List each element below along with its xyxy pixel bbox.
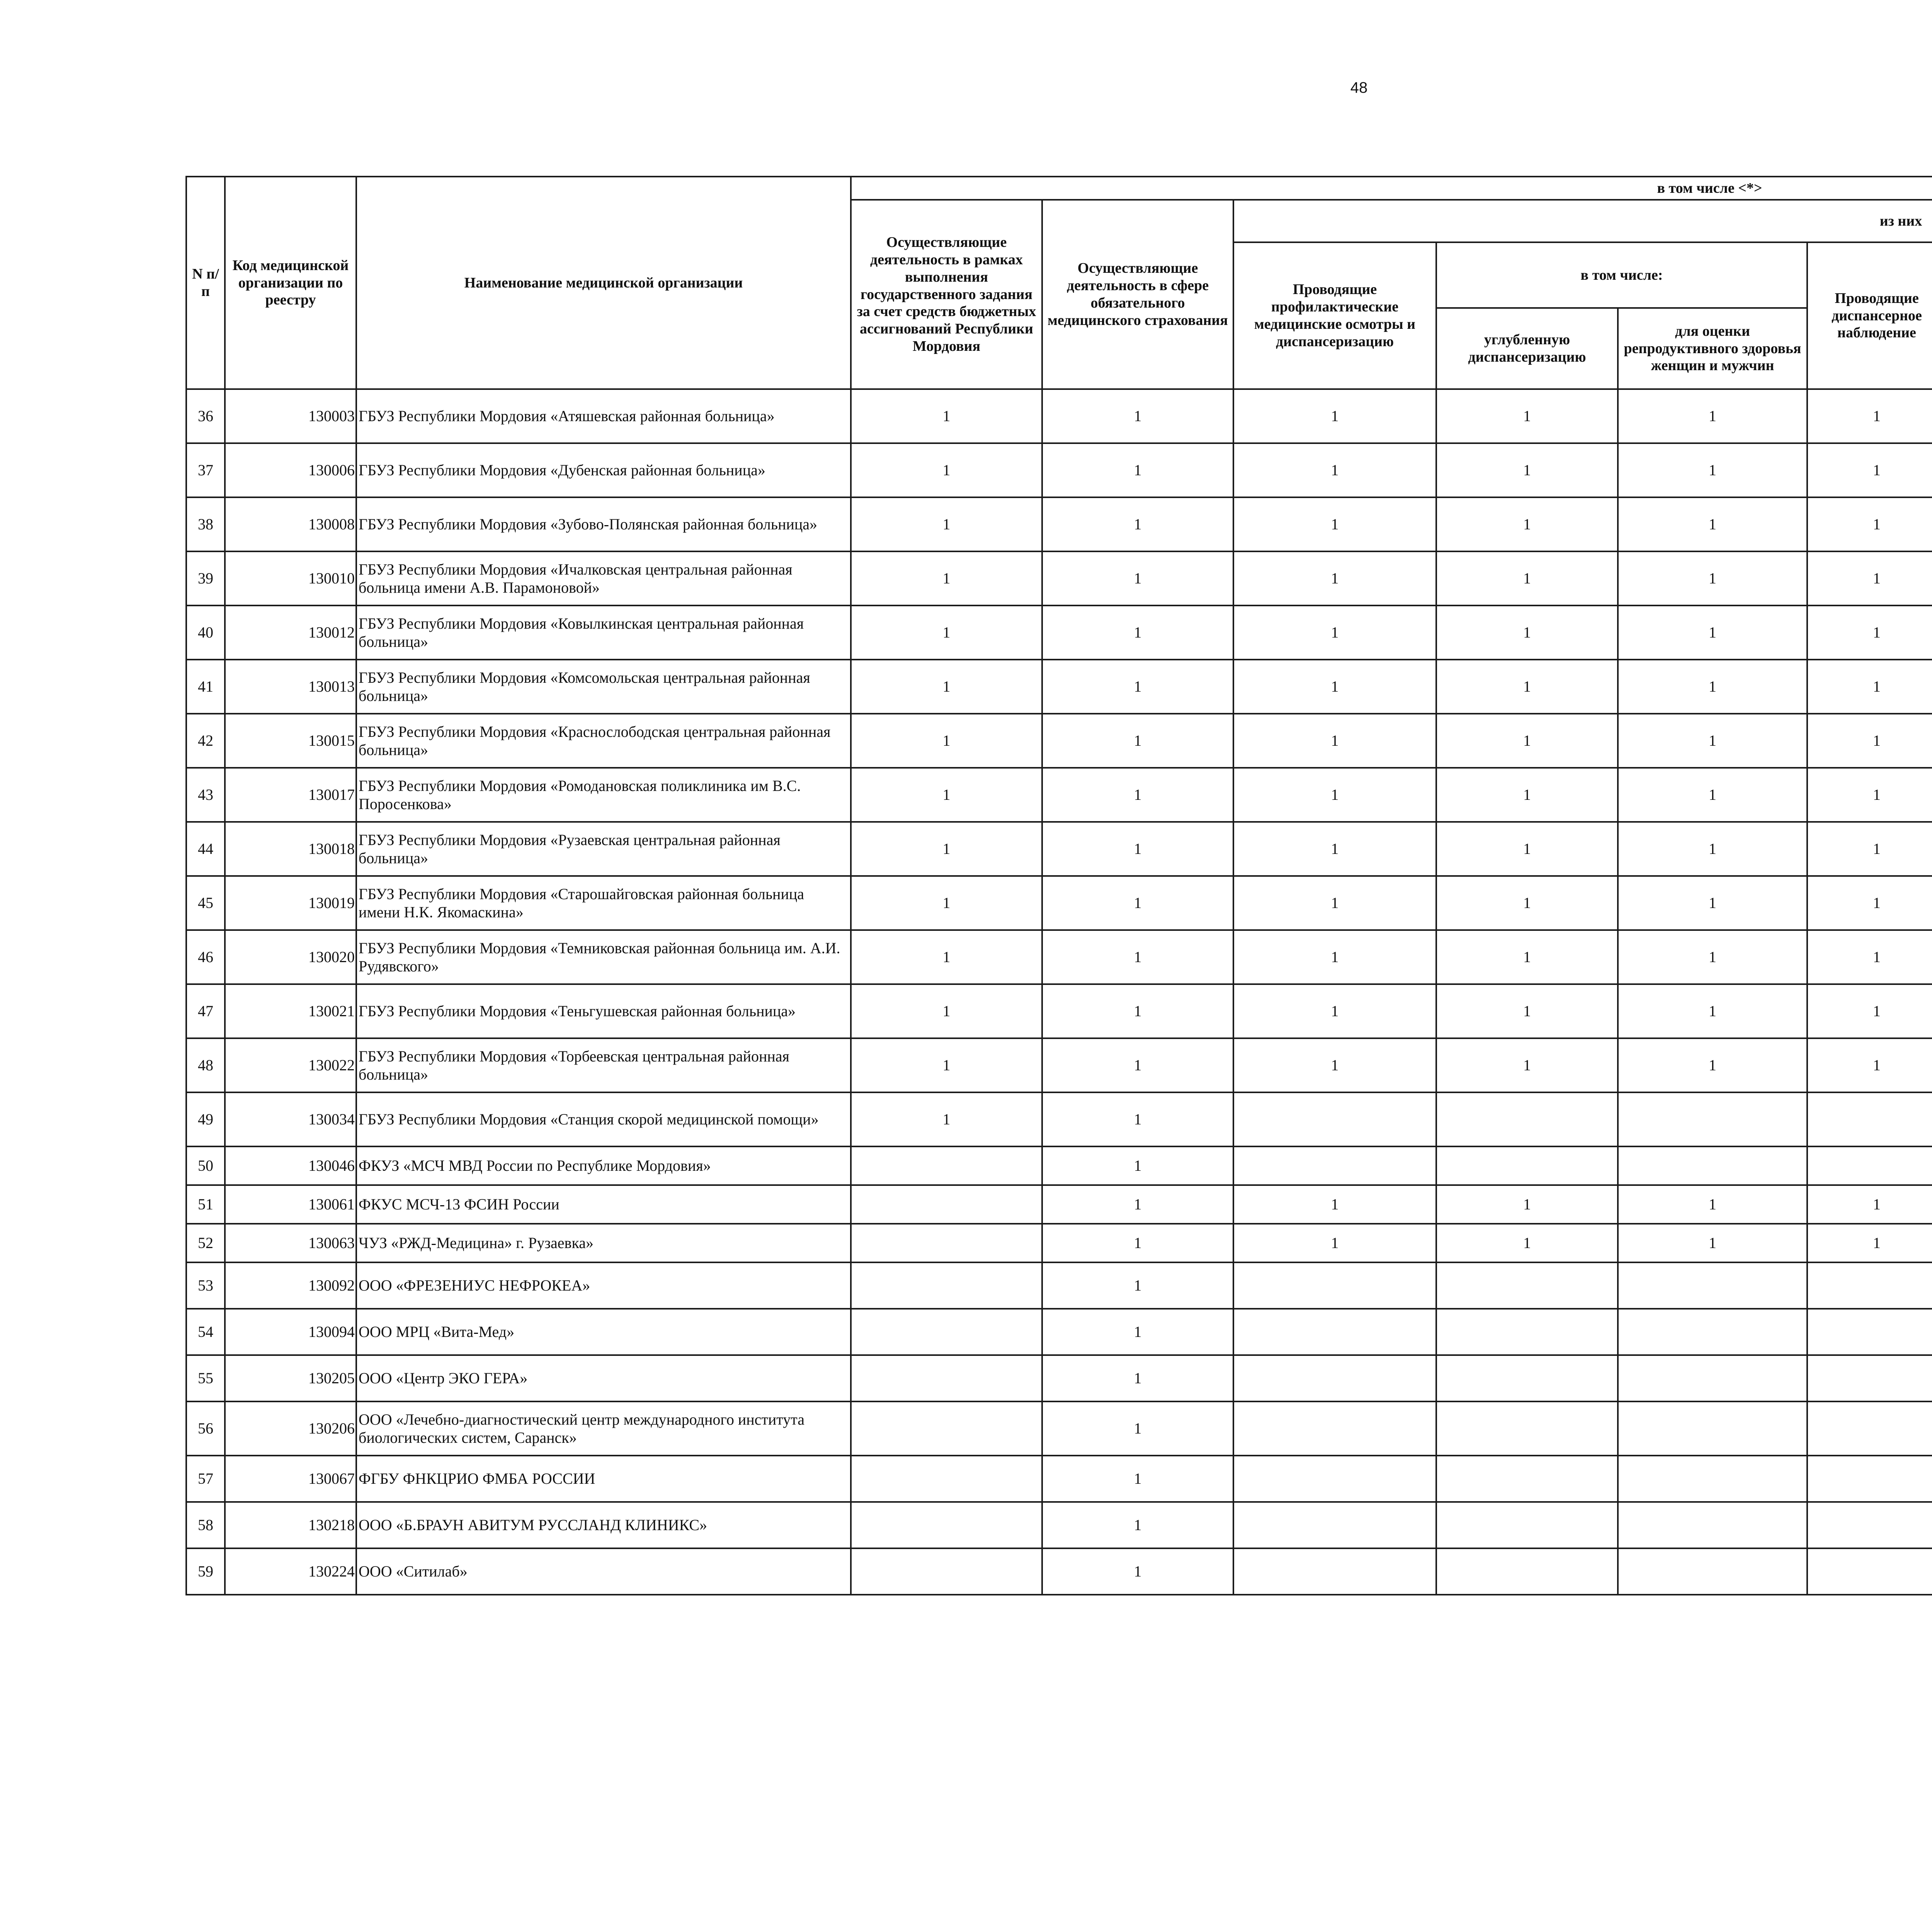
org-code: 130021: [225, 984, 356, 1038]
row-number: 40: [186, 605, 225, 660]
cell-value: 1: [1233, 605, 1436, 660]
table-row: [186, 1401, 1932, 1456]
cell-value: [1618, 1401, 1807, 1456]
org-code: 130017: [225, 768, 356, 822]
table-row: [186, 1092, 1932, 1146]
cell-value: [1807, 1401, 1932, 1456]
header-oms: Осуществляющие деятельность в сфере обязательного медицинского страхования: [1042, 200, 1233, 389]
cell-value: 1: [1618, 876, 1807, 930]
cell-value: [1807, 1502, 1932, 1548]
cell-value: [1233, 1092, 1436, 1146]
header-code: Код медицинской организации по реестру: [225, 177, 356, 389]
cell-value: [851, 1401, 1042, 1456]
cell-value: [1618, 1146, 1807, 1185]
cell-value: 1: [1042, 605, 1233, 660]
org-code: 130034: [225, 1092, 356, 1146]
org-name: ФКУС МСЧ-13 ФСИН России: [356, 1185, 851, 1224]
table-row: [186, 1548, 1932, 1595]
org-code: 130010: [225, 551, 356, 605]
org-name: ГБУЗ Республики Мордовия «Темниковская районная больница им. А.И. Рудявского»: [356, 930, 851, 984]
cell-value: 1: [851, 605, 1042, 660]
cell-value: [1436, 1456, 1618, 1502]
cell-value: 1: [1042, 930, 1233, 984]
org-code: 130003: [225, 389, 356, 443]
table-row: [186, 822, 1932, 876]
cell-value: 1: [1042, 1262, 1233, 1309]
header-of-them: из них: [1233, 200, 1932, 242]
cell-value: [1233, 1502, 1436, 1548]
org-code: 130061: [225, 1185, 356, 1224]
table-row: [186, 389, 1932, 443]
org-name: ГБУЗ Республики Мордовия «Ковылкинская центральная районная больница»: [356, 605, 851, 660]
cell-value: [1807, 1456, 1932, 1502]
row-number: 59: [186, 1548, 225, 1595]
table-row: [186, 443, 1932, 497]
cell-value: 1: [1807, 930, 1932, 984]
org-code: 130205: [225, 1355, 356, 1401]
cell-value: [1233, 1262, 1436, 1309]
table-row: [186, 984, 1932, 1038]
table-row: [186, 497, 1932, 551]
cell-value: 1: [1233, 984, 1436, 1038]
cell-value: 1: [1618, 389, 1807, 443]
cell-value: 1: [1233, 551, 1436, 605]
cell-value: 1: [851, 984, 1042, 1038]
cell-value: 1: [1618, 930, 1807, 984]
header-including-2: в том числе:: [1436, 242, 1807, 308]
org-name: ООО «Центр ЭКО ГЕРА»: [356, 1355, 851, 1401]
cell-value: 1: [851, 876, 1042, 930]
org-code: 130020: [225, 930, 356, 984]
cell-value: 1: [1042, 1309, 1233, 1355]
row-number: 37: [186, 443, 225, 497]
cell-value: 1: [1807, 497, 1932, 551]
cell-value: 1: [1042, 714, 1233, 768]
org-code: 130063: [225, 1224, 356, 1262]
org-name: ФКУЗ «МСЧ МВД России по Республике Мордовия»: [356, 1146, 851, 1185]
cell-value: [1233, 1309, 1436, 1355]
cell-value: 1: [1042, 1548, 1233, 1595]
row-number: 45: [186, 876, 225, 930]
table-row: [186, 930, 1932, 984]
cell-value: 1: [1042, 1355, 1233, 1401]
org-name: ГБУЗ Республики Мордовия «Старошайговская районная больница имени Н.К. Якомаскина»: [356, 876, 851, 930]
medical-organizations-table: [185, 176, 1932, 1595]
row-number: 39: [186, 551, 225, 605]
row-number: 42: [186, 714, 225, 768]
cell-value: [1436, 1262, 1618, 1309]
cell-value: 1: [851, 822, 1042, 876]
table-row: [186, 1456, 1932, 1502]
org-name: ГБУЗ Республики Мордовия «Ичалковская центральная районная больница имени А.В. Парамоновой»: [356, 551, 851, 605]
table-row: [186, 1224, 1932, 1262]
table-row: [186, 1185, 1932, 1224]
cell-value: 1: [1807, 714, 1932, 768]
cell-value: 1: [1042, 389, 1233, 443]
cell-value: [1436, 1146, 1618, 1185]
row-number: 53: [186, 1262, 225, 1309]
row-number: 48: [186, 1038, 225, 1092]
cell-value: [1436, 1092, 1618, 1146]
table-row: [186, 1309, 1932, 1355]
table-row: [186, 660, 1932, 714]
cell-value: 1: [1042, 984, 1233, 1038]
cell-value: [1618, 1309, 1807, 1355]
cell-value: 1: [1436, 930, 1618, 984]
cell-value: 1: [1042, 1146, 1233, 1185]
cell-value: 1: [851, 930, 1042, 984]
cell-value: 1: [1233, 497, 1436, 551]
cell-value: 1: [1618, 605, 1807, 660]
org-name: ГБУЗ Республики Мордовия «Рузаевская центральная районная больница»: [356, 822, 851, 876]
cell-value: 1: [1233, 1224, 1436, 1262]
cell-value: 1: [1042, 497, 1233, 551]
cell-value: [1436, 1401, 1618, 1456]
cell-value: 1: [1618, 1185, 1807, 1224]
cell-value: 1: [1233, 930, 1436, 984]
cell-value: 1: [1807, 443, 1932, 497]
cell-value: 1: [1807, 605, 1932, 660]
cell-value: 1: [1233, 822, 1436, 876]
cell-value: [851, 1262, 1042, 1309]
cell-value: 1: [1233, 1185, 1436, 1224]
cell-value: [1807, 1309, 1932, 1355]
cell-value: 1: [1436, 1038, 1618, 1092]
cell-value: 1: [1618, 551, 1807, 605]
org-code: 130224: [225, 1548, 356, 1595]
org-code: 130019: [225, 876, 356, 930]
cell-value: 1: [1807, 389, 1932, 443]
cell-value: [851, 1456, 1042, 1502]
cell-value: 1: [1233, 714, 1436, 768]
row-number: 49: [186, 1092, 225, 1146]
org-code: 130013: [225, 660, 356, 714]
cell-value: 1: [851, 768, 1042, 822]
header-budget: Осуществляющие деятельность в рамках выполнения государственного задания за счет средств бюджетных ассигнований Республики Мордовия: [851, 200, 1042, 389]
cell-value: 1: [1233, 660, 1436, 714]
cell-value: 1: [851, 497, 1042, 551]
cell-value: 1: [1807, 1038, 1932, 1092]
cell-value: 1: [1436, 605, 1618, 660]
cell-value: [1618, 1262, 1807, 1309]
org-code: 130015: [225, 714, 356, 768]
cell-value: 1: [1436, 551, 1618, 605]
row-number: 56: [186, 1401, 225, 1456]
cell-value: 1: [1233, 876, 1436, 930]
cell-value: [1807, 1146, 1932, 1185]
cell-value: [1618, 1092, 1807, 1146]
cell-value: 1: [1618, 1038, 1807, 1092]
cell-value: [1436, 1309, 1618, 1355]
cell-value: 1: [1233, 1038, 1436, 1092]
cell-value: [851, 1185, 1042, 1224]
cell-value: 1: [1436, 660, 1618, 714]
cell-value: 1: [1042, 551, 1233, 605]
cell-value: 1: [851, 714, 1042, 768]
row-number: 50: [186, 1146, 225, 1185]
header-deep: углубленную диспансеризацию: [1436, 308, 1618, 389]
cell-value: 1: [1436, 1185, 1618, 1224]
cell-value: 1: [851, 389, 1042, 443]
cell-value: [1233, 1355, 1436, 1401]
cell-value: 1: [1618, 768, 1807, 822]
table-row: [186, 876, 1932, 930]
cell-value: 1: [1807, 551, 1932, 605]
cell-value: [1807, 1548, 1932, 1595]
header-repro: для оценки репродуктивного здоровья женщин и мужчин: [1618, 308, 1807, 389]
cell-value: 1: [1618, 984, 1807, 1038]
cell-value: [1807, 1092, 1932, 1146]
cell-value: [851, 1146, 1042, 1185]
cell-value: 1: [1618, 443, 1807, 497]
cell-value: 1: [1042, 768, 1233, 822]
cell-value: 1: [1042, 1502, 1233, 1548]
cell-value: 1: [1436, 389, 1618, 443]
row-number: 46: [186, 930, 225, 984]
cell-value: 1: [1042, 660, 1233, 714]
header-name: Наименование медицинской организации: [356, 177, 851, 389]
cell-value: 1: [1618, 497, 1807, 551]
cell-value: 1: [1618, 1224, 1807, 1262]
row-number: 54: [186, 1309, 225, 1355]
table-row: [186, 1262, 1932, 1309]
cell-value: 1: [1618, 714, 1807, 768]
cell-value: 1: [851, 1038, 1042, 1092]
org-name: ФГБУ ФНКЦРИО ФМБА РОССИИ: [356, 1456, 851, 1502]
table-row: [186, 1038, 1932, 1092]
cell-value: 1: [1436, 497, 1618, 551]
row-number: 47: [186, 984, 225, 1038]
row-number: 57: [186, 1456, 225, 1502]
table-row: [186, 714, 1932, 768]
cell-value: 1: [1233, 768, 1436, 822]
row-number: 43: [186, 768, 225, 822]
cell-value: 1: [1618, 822, 1807, 876]
org-name: ООО МРЦ «Вита-Мед»: [356, 1309, 851, 1355]
cell-value: 1: [1807, 984, 1932, 1038]
cell-value: 1: [1807, 822, 1932, 876]
org-name: ГБУЗ Республики Мордовия «Ромодановская поликлиника им В.С. Поросенкова»: [356, 768, 851, 822]
cell-value: 1: [1807, 1185, 1932, 1224]
cell-value: 1: [1042, 1038, 1233, 1092]
cell-value: [1233, 1146, 1436, 1185]
cell-value: 1: [1807, 660, 1932, 714]
cell-value: 1: [1042, 1185, 1233, 1224]
cell-value: [1436, 1502, 1618, 1548]
cell-value: 1: [1042, 822, 1233, 876]
cell-value: 1: [1233, 389, 1436, 443]
cell-value: 1: [1618, 660, 1807, 714]
cell-value: 1: [1042, 876, 1233, 930]
table-wrapper: [185, 176, 1932, 1595]
org-name: ГБУЗ Республики Мордовия «Дубенская районная больница»: [356, 443, 851, 497]
table-row: [186, 1502, 1932, 1548]
cell-value: 1: [1233, 443, 1436, 497]
cell-value: 1: [1042, 1456, 1233, 1502]
cell-value: [1807, 1355, 1932, 1401]
cell-value: 1: [1807, 1224, 1932, 1262]
cell-value: [851, 1548, 1042, 1595]
cell-value: 1: [1042, 1224, 1233, 1262]
table-row: [186, 768, 1932, 822]
cell-value: [851, 1355, 1042, 1401]
cell-value: 1: [1042, 443, 1233, 497]
cell-value: 1: [1436, 822, 1618, 876]
table-row: [186, 1355, 1932, 1401]
cell-value: 1: [851, 443, 1042, 497]
org-code: 130008: [225, 497, 356, 551]
table-row: [186, 1146, 1932, 1185]
row-number: 36: [186, 389, 225, 443]
table-body: [186, 389, 1932, 1595]
org-name: ГБУЗ Республики Мордовия «Теньгушевская районная больница»: [356, 984, 851, 1038]
header-disp: Проводящие диспансерное наблюдение: [1807, 242, 1932, 389]
cell-value: 1: [1436, 984, 1618, 1038]
org-name: ГБУЗ Республики Мордовия «Торбеевская центральная районная больница»: [356, 1038, 851, 1092]
cell-value: [851, 1309, 1042, 1355]
cell-value: 1: [851, 660, 1042, 714]
org-name: ЧУЗ «РЖД-Медицина» г. Рузаевка»: [356, 1224, 851, 1262]
row-number: 55: [186, 1355, 225, 1401]
cell-value: [1233, 1456, 1436, 1502]
row-number: 41: [186, 660, 225, 714]
row-number: 38: [186, 497, 225, 551]
cell-value: [1233, 1548, 1436, 1595]
cell-value: [1618, 1355, 1807, 1401]
cell-value: [1618, 1502, 1807, 1548]
org-code: 130046: [225, 1146, 356, 1185]
cell-value: [1436, 1355, 1618, 1401]
cell-value: [1436, 1548, 1618, 1595]
org-code: 130012: [225, 605, 356, 660]
org-name: ООО «Ситилаб»: [356, 1548, 851, 1595]
org-code: 130018: [225, 822, 356, 876]
org-code: 130067: [225, 1456, 356, 1502]
page-number: 48: [1350, 79, 1368, 96]
cell-value: [1233, 1401, 1436, 1456]
cell-value: 1: [1042, 1401, 1233, 1456]
cell-value: 1: [1807, 876, 1932, 930]
cell-value: [1618, 1548, 1807, 1595]
org-name: ГБУЗ Республики Мордовия «Атяшевская районная больница»: [356, 389, 851, 443]
header-prof: Проводящие профилактические медицинские осмотры и диспансеризацию: [1233, 242, 1436, 389]
org-code: 130206: [225, 1401, 356, 1456]
row-number: 51: [186, 1185, 225, 1224]
org-code: 130092: [225, 1262, 356, 1309]
table-row: [186, 605, 1932, 660]
cell-value: 1: [1436, 1224, 1618, 1262]
org-code: 130094: [225, 1309, 356, 1355]
cell-value: 1: [1042, 1092, 1233, 1146]
org-name: ООО «Лечебно-диагностический центр международного института биологических систем, Саранск»: [356, 1401, 851, 1456]
row-number: 58: [186, 1502, 225, 1548]
org-code: 130006: [225, 443, 356, 497]
org-name: ГБУЗ Республики Мордовия «Комсомольская центральная районная больница»: [356, 660, 851, 714]
cell-value: [1618, 1456, 1807, 1502]
cell-value: 1: [1436, 443, 1618, 497]
org-code: 130218: [225, 1502, 356, 1548]
org-name: ГБУЗ Республики Мордовия «Краснослободская центральная районная больница»: [356, 714, 851, 768]
cell-value: 1: [851, 551, 1042, 605]
cell-value: 1: [1436, 714, 1618, 768]
org-code: 130022: [225, 1038, 356, 1092]
cell-value: [1807, 1262, 1932, 1309]
table-row: [186, 551, 1932, 605]
cell-value: [851, 1502, 1042, 1548]
cell-value: 1: [1436, 876, 1618, 930]
cell-value: [851, 1224, 1042, 1262]
cell-value: 1: [851, 1092, 1042, 1146]
header-n: N п/п: [186, 177, 225, 389]
org-name: ГБУЗ Республики Мордовия «Станция скорой медицинской помощи»: [356, 1092, 851, 1146]
row-number: 52: [186, 1224, 225, 1262]
org-name: ГБУЗ Республики Мордовия «Зубово-Полянская районная больница»: [356, 497, 851, 551]
cell-value: 1: [1807, 768, 1932, 822]
org-name: ООО «ФРЕЗЕНИУС НЕФРОКЕА»: [356, 1262, 851, 1309]
cell-value: 1: [1436, 768, 1618, 822]
header-including: в том числе <*>: [851, 177, 1932, 200]
row-number: 44: [186, 822, 225, 876]
org-name: ООО «Б.БРАУН АВИТУМ РУССЛАНД КЛИНИКС»: [356, 1502, 851, 1548]
